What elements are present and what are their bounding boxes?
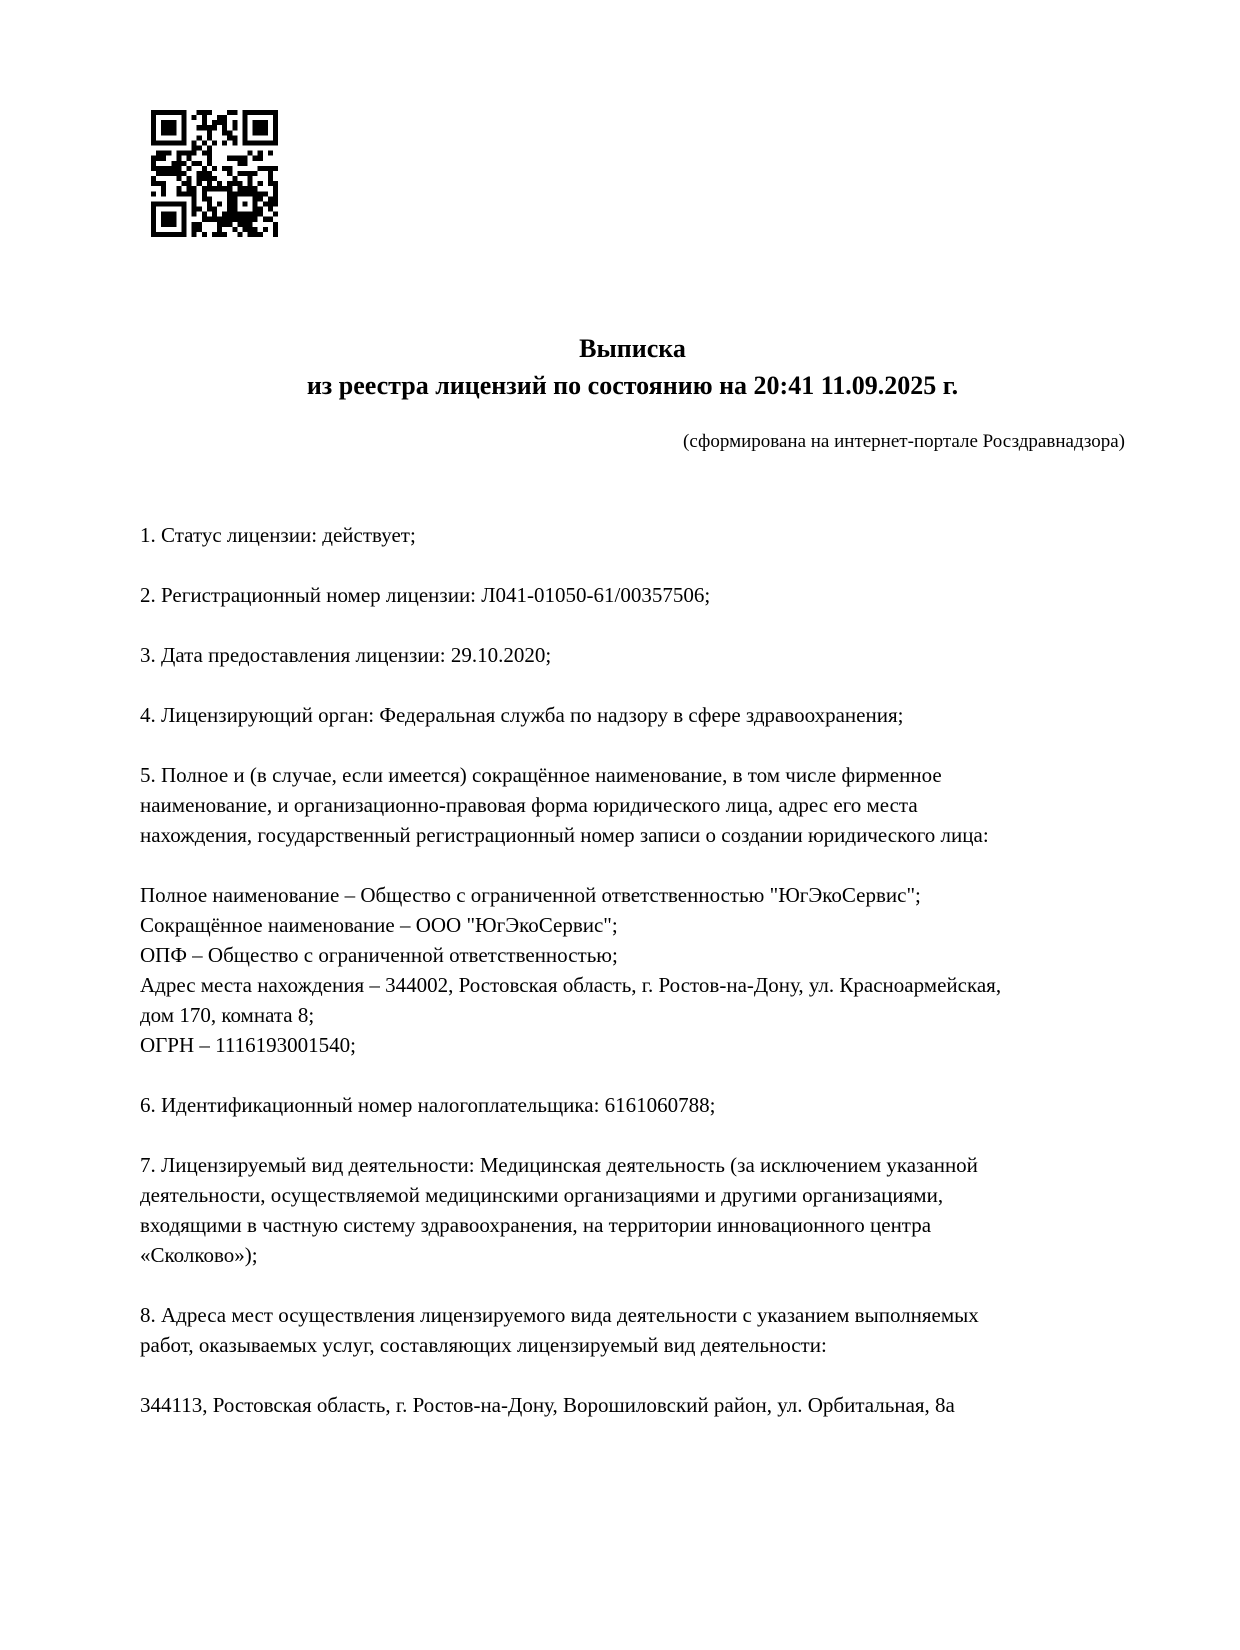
text-line: 5. Полное и (в случае, если имеется) сокращённое наименование, в том числе фирменное (140, 763, 942, 787)
item-3-grant-date (140, 640, 1140, 670)
item-4-licensing-authority (140, 700, 1140, 730)
text-line: наименование, и организационно-правовая форма юридического лица, адрес его места (140, 793, 918, 817)
item-8-activity-addresses-heading (140, 1300, 1140, 1360)
text-line: деятельности, осуществляемой медицинскими организациями и другими организациями, (140, 1183, 944, 1207)
text-line: нахождения, государственный регистрационный номер записи о создании юридического лица: (140, 823, 989, 847)
full-name-line: Полное наименование – Общество с ограниченной ответственностью "ЮгЭкоСервис"; (140, 883, 921, 907)
address-line: Адрес места нахождения – 344002, Ростовская область, г. Ростов-на-Дону, ул. Красноармейская, (140, 973, 1002, 997)
document-title (140, 330, 1125, 404)
text-line: работ, оказываемых услуг, составляющих лицензируемый вид деятельности: (140, 1333, 827, 1357)
ogrn-line: ОГРН – 1116193001540; (140, 1033, 356, 1057)
text-line: 8. Адреса мест осуществления лицензируемого вида деятельности с указанием выполняемых (140, 1303, 979, 1327)
text-line: 7. Лицензируемый вид деятельности: Медицинская деятельность (за исключением указанной (140, 1153, 978, 1177)
text-line: входящими в частную систему здравоохранения, на территории инновационного центра (140, 1213, 932, 1237)
legal-form-line: ОПФ – Общество с ограниченной ответственностью; (140, 943, 618, 967)
text-line: 2. Регистрационный номер лицензии: Л041-01050-61/00357506; (140, 583, 711, 607)
document-title-line-2: из реестра лицензий по состоянию на 20:41 11.09.2025 г. (306, 371, 959, 400)
qr-code-icon (151, 110, 278, 237)
organization-details (140, 880, 1140, 1060)
document-subtitle: (сформирована на интернет-портале Росздравнадзора) (683, 431, 1125, 452)
address-line: дом 170, комната 8; (140, 1003, 315, 1027)
item-5-organization-heading (140, 760, 1140, 850)
text-line: 344113, Ростовская область, г. Ростов-на-Дону, Ворошиловский район, ул. Орбитальная, 8а (140, 1393, 955, 1417)
item-7-licensed-activity (140, 1150, 1140, 1270)
item-2-registration-number (140, 580, 1140, 610)
activity-address (140, 1390, 1140, 1420)
document-title-line-1: Выписка (579, 334, 686, 363)
item-6-taxpayer-number (140, 1090, 1140, 1120)
text-line: «Сколково»); (140, 1243, 258, 1267)
text-line: 6. Идентификационный номер налогоплательщика: 6161060788; (140, 1093, 716, 1117)
document-body (140, 520, 1140, 1450)
text-line: 4. Лицензирующий орган: Федеральная служба по надзору в сфере здравоохранения; (140, 703, 904, 727)
text-line: 1. Статус лицензии: действует; (140, 523, 416, 547)
short-name-line: Сокращённое наименование – ООО "ЮгЭкоСервис"; (140, 913, 618, 937)
item-1-license-status (140, 520, 1140, 550)
text-line: 3. Дата предоставления лицензии: 29.10.2020; (140, 643, 552, 667)
